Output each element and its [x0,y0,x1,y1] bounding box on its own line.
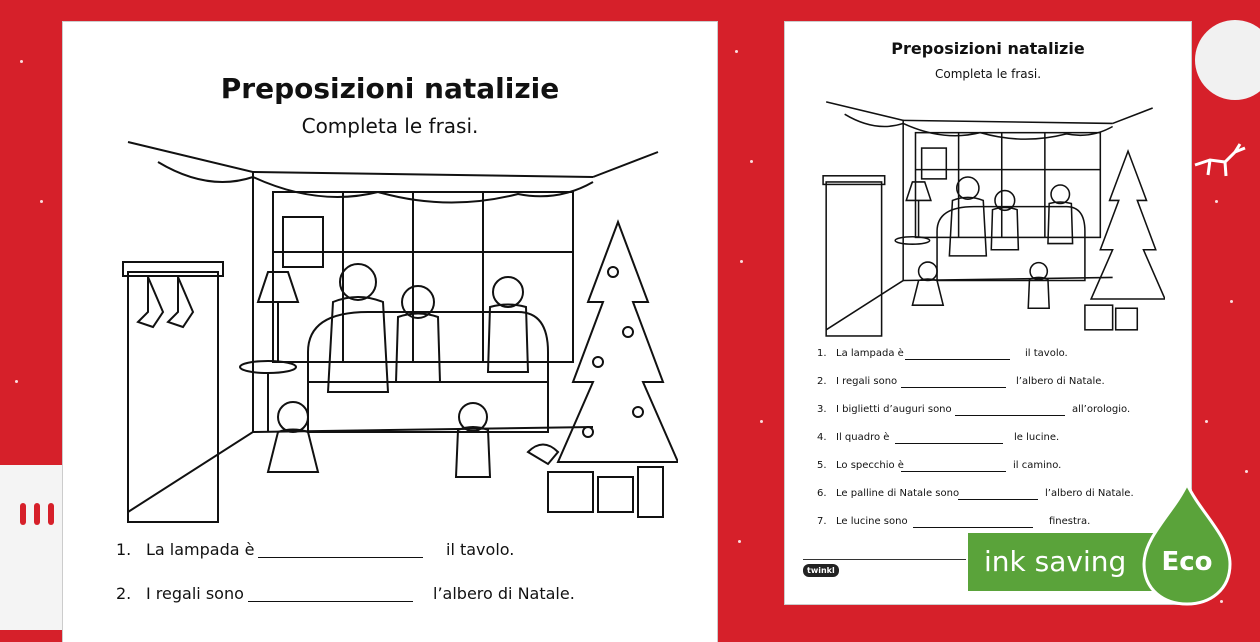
snow-speckle [15,380,18,383]
question-end-text: il tavolo. [446,540,515,559]
question-start-text: I biglietti d’auguri sono [836,404,952,415]
question-number: 1. [116,540,132,559]
snow-house-decoration [0,465,70,630]
answer-blank[interactable] [955,415,1065,416]
question-end-text: le lucine. [1014,432,1060,443]
answer-blank[interactable] [901,471,1006,472]
snow-speckle [738,540,741,543]
snow-speckle [1215,200,1218,203]
worksheet-preview-small [785,22,1191,604]
page-title: Preposizioni natalizie [220,72,560,105]
question-start-text: La lampada è [146,540,255,559]
snow-speckle [1230,300,1233,303]
answer-blank[interactable] [895,443,1003,444]
snow-speckle [760,420,763,423]
answer-blank[interactable] [901,387,1006,388]
question-start-text: I regali sono [836,376,898,387]
question-number: 1. [817,348,827,359]
question-end-text: finestra. [1049,516,1091,527]
question-number: 7. [817,516,827,527]
question-end-text: all’orologio. [1072,404,1131,415]
snow-speckle [40,200,43,203]
question-end-text: il tavolo. [1025,348,1068,359]
question-number: 3. [817,404,827,415]
question-start-text: Lo specchio è [836,460,904,471]
answer-blank[interactable] [248,601,413,602]
page-subtitle: Completa le frasi. [934,67,1042,81]
question-end-text: l’albero di Natale. [433,584,575,603]
ink-saving-label: ink saving [984,545,1127,578]
eco-drop-icon [1140,482,1234,612]
snow-speckle [1205,420,1208,423]
answer-blank[interactable] [958,499,1038,500]
question-start-text: Le lucine sono [836,516,908,527]
question-start-text: Le palline di Natale sono [836,488,960,499]
question-start-text: La lampada è [836,348,904,359]
reindeer-icon [1190,140,1250,180]
eco-label: Eco [1161,547,1213,577]
snow-speckle [1245,470,1248,473]
question-number: 4. [817,432,827,443]
answer-blank[interactable] [905,359,1010,360]
worksheet-preview-large [63,22,717,642]
living-room-illustration [820,88,1165,356]
answer-blank[interactable] [258,557,423,558]
question-start-text: I regali sono [146,584,244,603]
page-title: Preposizioni natalizie [891,39,1085,58]
living-room-illustration [118,132,678,542]
question-end-text: l’albero di Natale. [1016,376,1105,387]
snow-speckle [740,260,743,263]
twinkl-logo: twinkl [803,564,839,577]
answer-blank[interactable] [913,527,1033,528]
snow-speckle [20,60,23,63]
ink-saving-badge [966,531,1162,593]
moon-decoration [1195,20,1260,100]
page-subtitle: Completa le frasi. [301,114,479,138]
question-end-text: il camino. [1013,460,1062,471]
question-number: 2. [817,376,827,387]
question-number: 5. [817,460,827,471]
snow-speckle [750,160,753,163]
question-start-text: Il quadro è [836,432,890,443]
question-end-text: l’albero di Natale. [1045,488,1134,499]
question-number: 2. [116,584,132,603]
question-number: 6. [817,488,827,499]
snow-speckle [735,50,738,53]
